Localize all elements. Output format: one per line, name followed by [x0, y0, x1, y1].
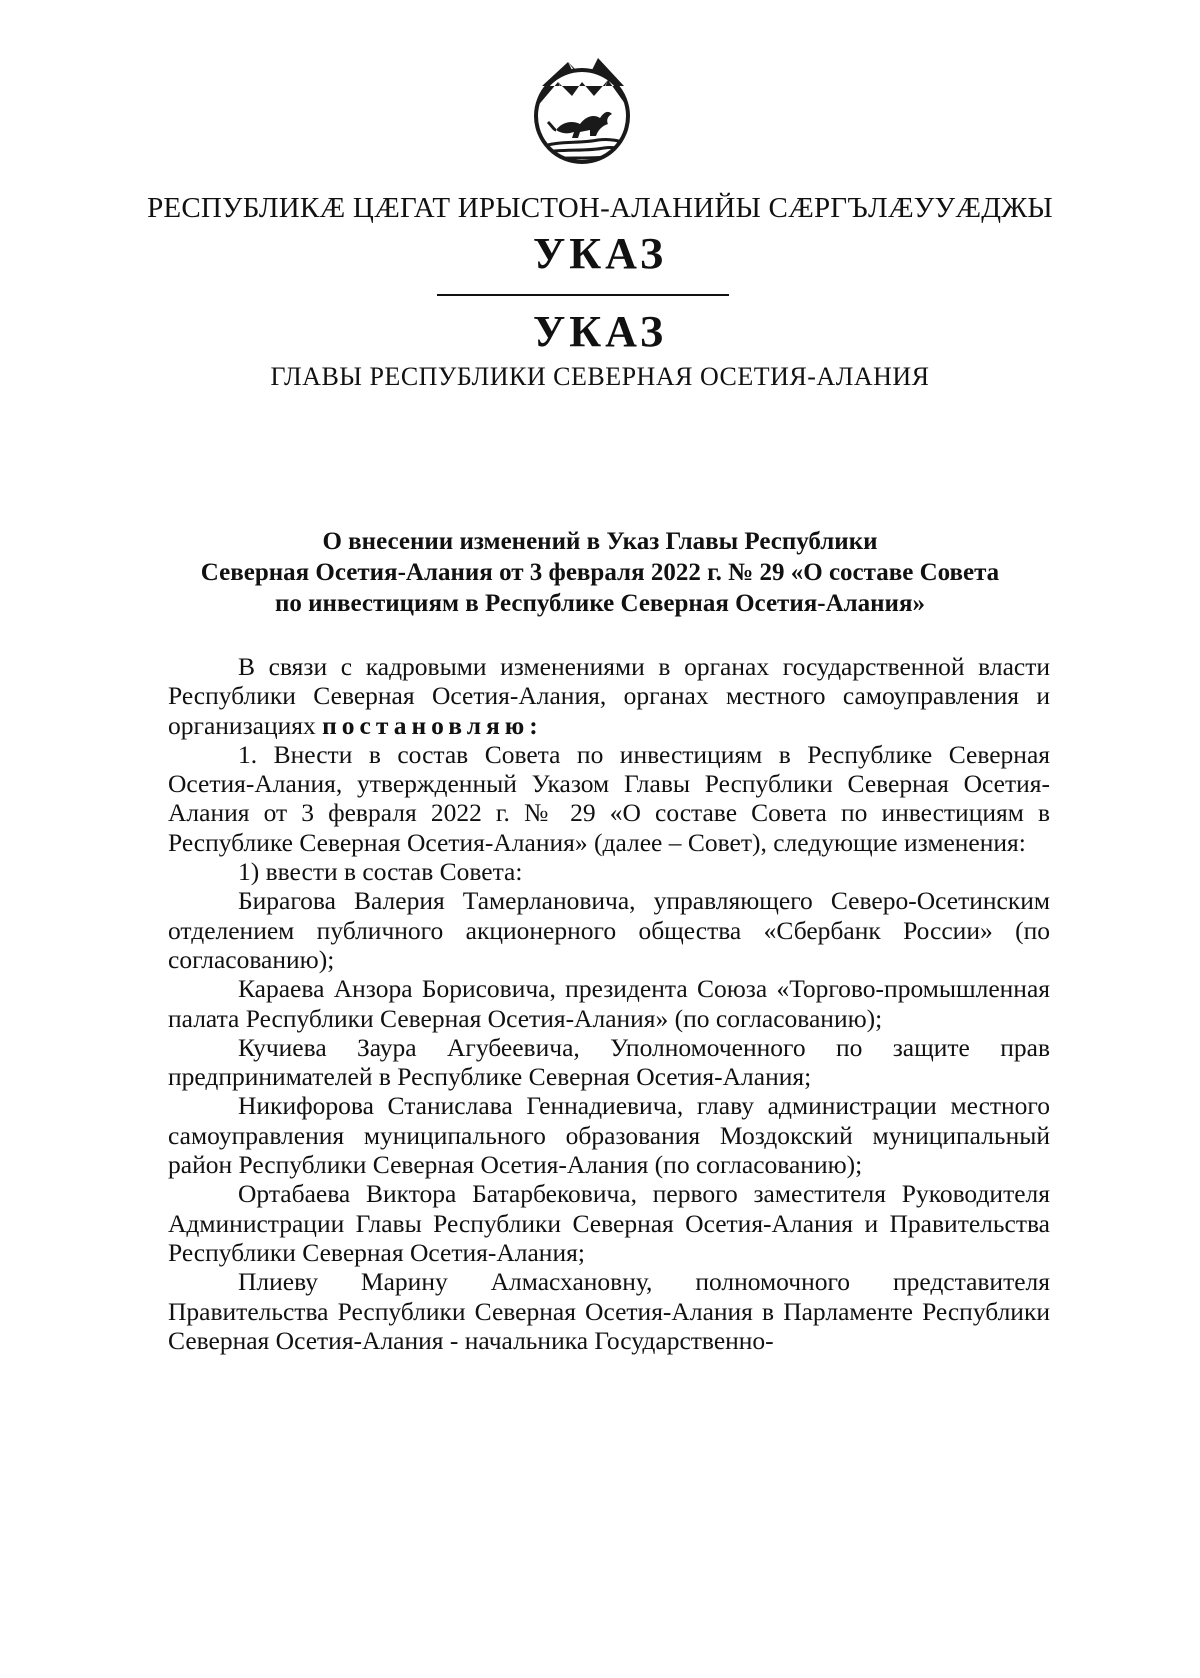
- member-entry: Никифорова Станислава Геннадиевича, главу администрации местного самоуправления муниципального образования Моздокский муниципальный район Республики Северная Осетия-Алания (по согласованию);: [168, 1091, 1050, 1180]
- intro-text: В связи с кадровыми изменениями в органах государственной власти Республики Северная Осетия-Алания, органах местного самоуправления и организациях: [168, 652, 1050, 740]
- member-entry: Плиеву Марину Алмасхановну, полномочного представителя Правительства Республики Северная Осетия-Алания в Парламенте Республики Северная Осетия-Алания - начальника Государственно-: [168, 1267, 1050, 1355]
- intro-paragraph: [168, 652, 1050, 740]
- resolve-word: постановляю:: [322, 710, 543, 740]
- member-entry: Караева Анзора Борисовича, президента Союза «Торгово-промышленная палата Республики Северная Осетия-Алания» (по согласованию);: [168, 974, 1050, 1033]
- decree-title: [150, 526, 1050, 619]
- republic-name-ossetian: РЕСПУБЛИКӔ ЦӔГАТ ИРЫСТОН-АЛАНИЙЫ СӔРГЪЛӔУУӔДЖЫ: [147, 192, 1053, 224]
- decree-heading-russian: УКАЗ: [532, 307, 668, 356]
- head-of-republic-line: ГЛАВЫ РЕСПУБЛИКИ СЕВЕРНАЯ ОСЕТИЯ-АЛАНИЯ: [270, 362, 930, 391]
- coat-of-arms-icon: [528, 52, 636, 172]
- decree-heading-ossetian: УКАЗ: [532, 229, 668, 278]
- title-line: Северная Осетия-Алания от 3 февраля 2022 г. № 29 «О составе Совета: [200, 559, 1000, 586]
- title-line: О внесении изменений в Указ Главы Республики: [322, 528, 878, 555]
- decree-body: [168, 652, 1050, 1355]
- member-entry: Бирагова Валерия Тамерлановича, управляющего Северо-Осетинским отделением публичного акционерного общества «Сбербанк России» (по согласованию);: [168, 886, 1050, 974]
- item-paragraph: 1. Внести в состав Совета по инвестициям в Республике Северная Осетия-Алания, утвержденный Указом Главы Республики Северная Осетия-Алания от 3 февраля 2022 г. № 29 «О составе Совета по инвестициям в Республике Северная Осетия-Алания» (далее – Совет), следующие изменения:: [168, 739, 1050, 857]
- header-divider: [437, 294, 729, 296]
- title-line: по инвестициям в Республике Северная Осетия-Алания»: [275, 590, 925, 617]
- member-entry: Ортабаева Виктора Батарбековича, первого заместителя Руководителя Администрации Главы Республики Северная Осетия-Алания и Правительства Республики Северная Осетия-Алания;: [168, 1179, 1050, 1267]
- member-entry: Кучиева Заура Агубеевича, Уполномоченного по защите прав предпринимателей в Республике Северная Осетия-Алания;: [168, 1032, 1050, 1092]
- subitem-paragraph: 1) ввести в состав Совета:: [238, 857, 523, 887]
